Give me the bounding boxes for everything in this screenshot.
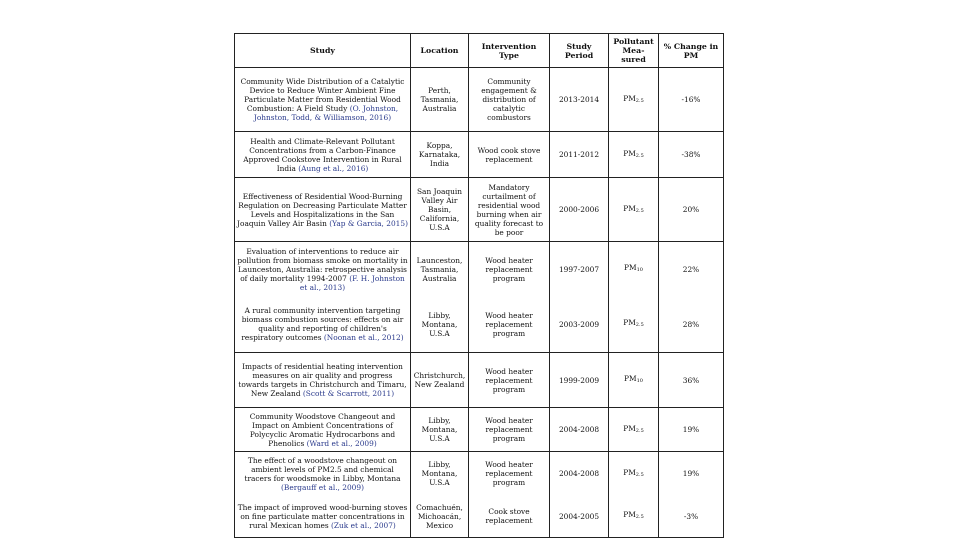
location-cell: Christchurch, New Zealand [411, 353, 469, 408]
location-cell: Launceston, Tasmania, Australia [411, 242, 469, 297]
table-row [235, 242, 724, 297]
study-cell [235, 496, 411, 538]
document-page [234, 33, 723, 536]
study-cell [235, 132, 411, 178]
change-cell: 36% [659, 353, 724, 408]
studies-table [234, 33, 724, 538]
study-title: Effectiveness of Residential Wood-Burning Regulation on Decreasing Particulate Matter Levels and Hospitalizations in the San Joaquin Valley Air Basin [237, 191, 407, 228]
location-cell: San Joaquin Valley Air Basin, California, U.S.A [411, 178, 469, 242]
study-citation: (F. H. Johnston et al., 2013) [299, 273, 405, 292]
pollutant-cell [609, 178, 659, 242]
intervention-cell: Wood heater replacement program [469, 242, 550, 297]
pollutant-subscript: 10 [636, 267, 643, 274]
pollutant-subscript: 10 [636, 378, 643, 384]
intervention-cell: Community engagement & distribution of catalytic combustors [469, 68, 550, 132]
study-citation: (Yap & Garcia, 2015) [329, 218, 408, 228]
location-cell: Libby, Montana, U.S.A [411, 452, 469, 496]
study-citation: (Bergauff et al., 2009) [281, 482, 364, 492]
pollutant-cell [609, 68, 659, 132]
study-cell [235, 452, 411, 496]
study-citation: (O. Johnston, Johnston, Todd, & Williamson, 2016) [253, 104, 399, 122]
intervention-cell: Wood heater replacement program [469, 297, 550, 353]
study-cell [235, 353, 411, 408]
study-title: Impacts of residential heating intervention measures on air quality and progress towards targets in Christchurch and Timaru, New Zealand [238, 362, 407, 398]
pollutant-label: PM [624, 374, 637, 383]
pollutant-label: PM [623, 93, 636, 103]
pollutant-subscript: 2.5 [635, 514, 644, 521]
pollutant-subscript: 2.5 [635, 471, 644, 478]
pollutant-label: PM [623, 203, 636, 213]
study-title: Community Wide Distribution of a Catalytic Device to Reduce Winter Ambient Fine Particulate Matter from Residential Wood Combustion: A Field Study [240, 77, 405, 113]
header-intervention: Intervention Type [469, 34, 550, 68]
header-pollutant: Pollutant Mea- sured [609, 34, 659, 68]
study-cell [235, 408, 411, 452]
location-cell: Koppa, Karnataka, India [411, 132, 469, 178]
location-cell: Comachuén, Michoacán, Mexico [411, 496, 469, 538]
location-cell: Libby, Montana, U.S.A [411, 408, 469, 452]
period-cell: 1997-2007 [550, 242, 609, 297]
header-change: % Change in PM [659, 34, 724, 68]
change-cell: 19% [659, 408, 724, 452]
table-row [235, 408, 724, 452]
pollutant-subscript: 2.5 [635, 322, 644, 329]
table-row [235, 452, 724, 496]
header-location: Location [411, 34, 469, 68]
study-title: Community Woodstove Changeout and Impact on Ambient Concentrations of Polycyclic Aromatic Hydrocarbons and Phenolics [249, 411, 396, 448]
table-row [235, 68, 724, 132]
study-title: Evaluation of interventions to reduce air pollution from biomass smoke on mortality in Launceston, Australia: retrospective analysis of daily mortality 1994-2007 [237, 246, 408, 283]
pollutant-cell [609, 132, 659, 178]
pollutant-cell [609, 496, 659, 538]
study-title: Health and Climate-Relevant Pollutant Concentrations from a Carbon-Finance Approved Cookstove Intervention in Rural India [243, 136, 402, 173]
table-row [235, 132, 724, 178]
period-cell: 2004-2005 [550, 496, 609, 538]
period-cell: 2000-2006 [550, 178, 609, 242]
intervention-cell: Cook stove replacement [469, 496, 550, 538]
pollutant-cell [609, 297, 659, 353]
header-period: Study Period [550, 34, 609, 68]
pollutant-subscript: 2.5 [635, 427, 644, 434]
study-citation: (Zuk et al., 2007) [331, 520, 396, 530]
pollutant-cell [609, 353, 659, 408]
period-cell: 2004-2008 [550, 452, 609, 496]
table-header-row [235, 34, 724, 68]
study-citation: (Noonan et al., 2012) [323, 333, 404, 343]
intervention-cell: Wood heater replacement program [469, 452, 550, 496]
study-cell [235, 297, 411, 353]
study-cell [235, 242, 411, 297]
change-cell: 28% [659, 297, 724, 353]
table-row [235, 496, 724, 538]
pollutant-subscript: 2.5 [635, 207, 644, 214]
header-study: Study [235, 34, 411, 68]
period-cell: 1999-2009 [550, 353, 609, 408]
table-row [235, 353, 724, 408]
pollutant-cell [609, 452, 659, 496]
study-title: The impact of improved wood-burning stoves on fine particulate matter concentrations in rural Mexican homes [237, 502, 408, 530]
study-citation: (Aung et al., 2016) [298, 163, 369, 173]
period-cell: 2004-2008 [550, 408, 609, 452]
period-cell: 2013-2014 [550, 68, 609, 132]
location-cell: Libby, Montana, U.S.A [411, 297, 469, 353]
pollutant-cell [609, 408, 659, 452]
pollutant-label: PM [623, 148, 636, 158]
table-row [235, 178, 724, 242]
change-cell: -16% [659, 68, 724, 132]
intervention-cell: Wood heater replacement program [469, 408, 550, 452]
pollutant-label: PM [623, 510, 636, 520]
change-cell: 19% [659, 452, 724, 496]
pollutant-subscript: 2.5 [635, 152, 644, 159]
study-title: The effect of a woodstove changeout on ambient levels of PM2.5 and chemical tracers for woodsmoke in Libby, Montana [244, 455, 401, 483]
intervention-cell: Wood cook stove replacement [469, 132, 550, 178]
location-cell: Perth, Tasmania, Australia [411, 68, 469, 132]
study-citation: (Scott & Scarrott, 2011) [302, 389, 395, 398]
pollutant-cell [609, 242, 659, 297]
study-cell [235, 68, 411, 132]
table-row [235, 297, 724, 353]
pollutant-label: PM [623, 467, 636, 477]
change-cell: 22% [659, 242, 724, 297]
intervention-cell: Wood heater replacement program [469, 353, 550, 408]
period-cell: 2003-2009 [550, 297, 609, 353]
study-citation: (Ward et al., 2009) [306, 438, 377, 448]
change-cell: -38% [659, 132, 724, 178]
period-cell: 2011-2012 [550, 132, 609, 178]
study-title: A rural community intervention targeting biomass combustion sources: effects on air quality and reporting of children's respiratory outcomes [241, 306, 404, 343]
intervention-cell: Mandatory curtailment of residential wood burning when air quality forecast to be poor [469, 178, 550, 242]
change-cell: -3% [659, 496, 724, 538]
pollutant-label: PM [623, 423, 636, 433]
pollutant-label: PM [623, 318, 636, 328]
study-cell [235, 178, 411, 242]
change-cell: 20% [659, 178, 724, 242]
pollutant-subscript: 2.5 [635, 97, 644, 104]
pollutant-label: PM [624, 263, 637, 273]
